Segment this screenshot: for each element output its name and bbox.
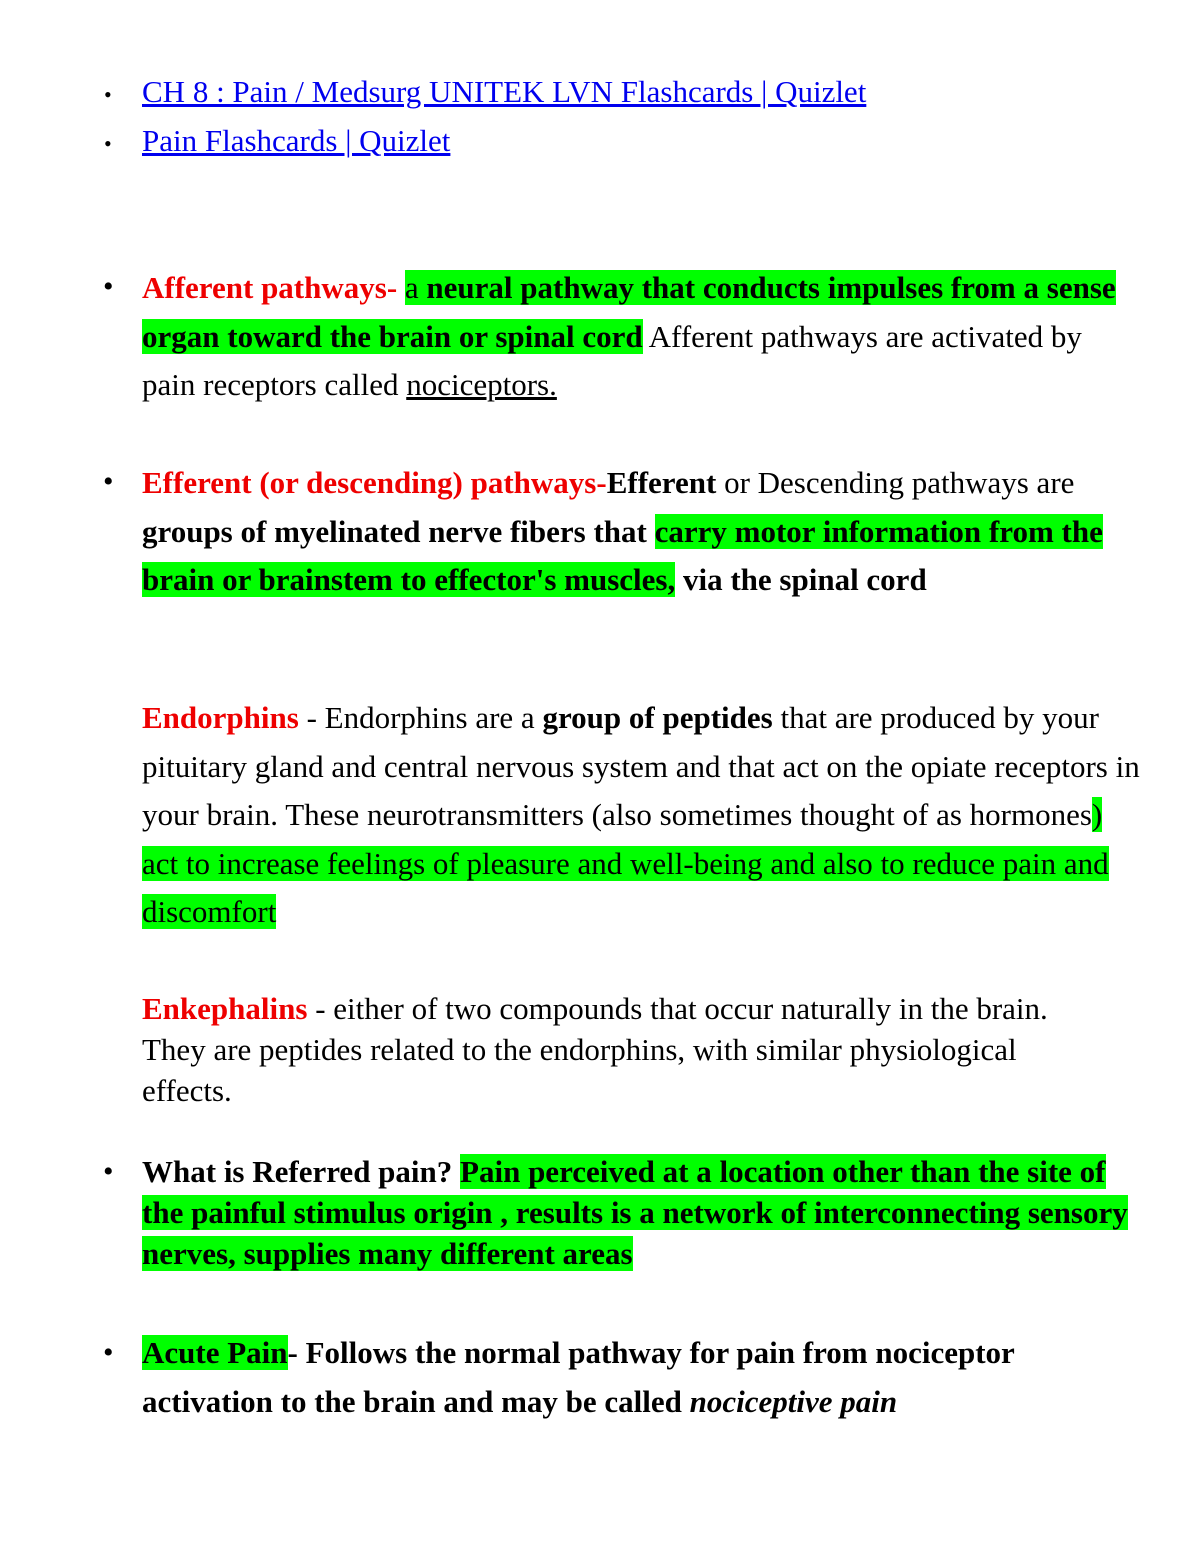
- efferent-term: Efferent (or descending) pathways: [142, 465, 597, 500]
- acute-italic: nociceptive pain: [689, 1383, 898, 1419]
- acute-text: - Follows the normal pathway for pain from nociceptor activation to the brain and may be called: [142, 1335, 1015, 1419]
- referred-question: What is Referred pain?: [142, 1154, 461, 1189]
- afferent-def-a: a: [404, 270, 427, 305]
- endorphins-bold: group of peptides: [542, 700, 773, 735]
- efferent-paragraph: [142, 459, 1127, 605]
- efferent-bold: groups of myelinated nerve fibers that: [142, 513, 655, 549]
- endorphins-term: Endorphins: [142, 700, 299, 735]
- acute-term: Acute Pain: [142, 1335, 288, 1370]
- endorphins-paragraph: [142, 694, 1142, 937]
- afferent-paragraph: [142, 264, 1142, 410]
- afferent-term: Afferent pathways: [142, 270, 387, 305]
- referred-answer: Pain perceived at a location other than the site of the painful stimulus origin , results is a network of interconnecting sensory nerves, supplies many different areas: [142, 1154, 1128, 1271]
- list-bullet: •: [103, 270, 114, 303]
- quizlet-pain-link[interactable]: Pain Flashcards | Quizlet: [142, 123, 451, 158]
- quizlet-ch8-link[interactable]: CH 8 : Pain / Medsurg UNITEK LVN Flashcards | Quizlet: [142, 74, 867, 109]
- enkephalins-text: - either of two compounds that occur naturally in the brain. They are peptides related to the endorphins, with similar physiological effects.: [142, 991, 1048, 1108]
- afferent-sep: -: [386, 270, 405, 305]
- list-bullet: •: [103, 1336, 114, 1369]
- endorphins-highlight: ) act to increase feelings of pleasure and well-being and also to reduce pain and discomfort: [142, 797, 1109, 929]
- efferent-sep: -: [596, 465, 607, 500]
- endorphins-text-2: that are produced by your pituitary gland and central nervous system and that act on the opiate receptors in your brain. These neurotransmitters (also sometimes thought of as hormones: [142, 700, 1140, 832]
- nociceptors-term: nociceptors.: [406, 367, 557, 402]
- acute-paragraph: [142, 1329, 1132, 1426]
- list-bullet: •: [103, 465, 114, 498]
- list-bullet: •: [103, 1155, 114, 1188]
- afferent-extra: Afferent pathways are activated by pain receptors called: [142, 318, 1082, 402]
- efferent-text: or Descending pathways are: [716, 465, 1075, 500]
- referred-paragraph: [142, 1151, 1132, 1274]
- efferent-bold-end: via the spinal cord: [675, 562, 927, 597]
- enkephalins-term: Enkephalins: [142, 991, 308, 1026]
- list-bullet: •: [104, 131, 112, 156]
- afferent-definition: neural pathway that conducts impulses from a sense organ toward the brain or spinal cord: [142, 270, 1116, 354]
- efferent-highlight: carry motor information from the brain or brainstem to effector's muscles,: [142, 513, 1103, 597]
- efferent-word: Efferent: [606, 465, 717, 500]
- list-bullet: •: [104, 82, 112, 107]
- endorphins-text: - Endorphins are a: [298, 700, 543, 735]
- enkephalins-paragraph: [142, 988, 1102, 1111]
